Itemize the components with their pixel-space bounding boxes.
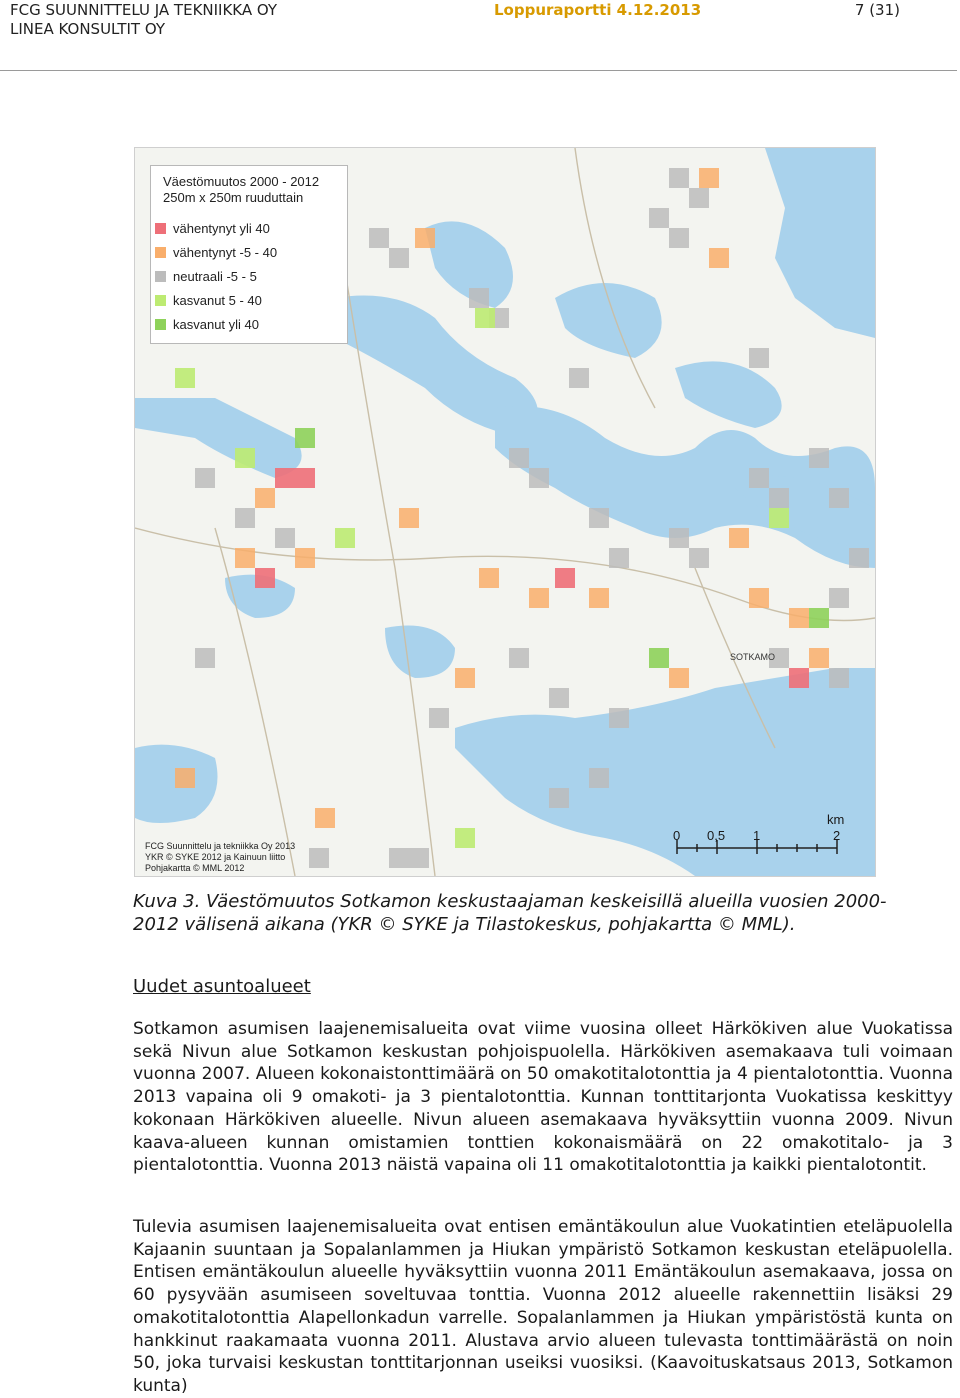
legend-swatch — [155, 295, 166, 306]
scale-label: 0,5 — [707, 828, 726, 843]
legend-item — [173, 317, 259, 333]
legend-label: kasvanut 5 - 40 — [173, 293, 262, 308]
figure-caption: Kuva 3. Väestömuutos Sotkamon keskustaajaman keskeisillä alueilla vuosien 2000-2012 välisenä aikana (YKR © SYKE ja Tilastokeskus, pohjakartta © MML). — [133, 891, 887, 935]
legend-swatch — [155, 271, 166, 282]
legend-title-line-2: 250m x 250m ruuduttain — [163, 190, 304, 205]
body-paragraph-1: Sotkamon asumisen laajenemisalueita ovat viime vuosina olleet Härkökiven alue Vuokatissa sekä Nivun alue Sotkamon keskustan pohjoispuolella. Härkökiven asemakaava tuli voimaan vuonna 2007. Alueen kokonaistonttimäärä on 50 omakotitalotonttia ja 4 pientalotonttia. Vuonna 2013 vapaina oli 9 omakoti- ja 3 pientalotonttia. Kunnan tonttitarjonta Vuokatissa keskittyy kokonaan Härkökiven alueelle. Nivun alueen asemakaava hyväksyttiin vuonna 2009. Nivun kaava-alueen kunnan omistamien tonttien kokonaismäärä on 22 omakotitalo- ja 3 pientalotonttia. Vuonna 2013 näistä vapaina oli 11 omakotitalotonttia ja kaikki pientalotontit. — [133, 1019, 953, 1176]
credit-line-2: YKR © SYKE 2012 ja Kainuun liitto — [145, 852, 286, 862]
legend-label: neutraali -5 - 5 — [173, 269, 257, 284]
body-paragraph-2: Tulevia asumisen laajenemisalueita ovat entisen emäntäkoulun alue Vuokatintien eteläpuolella Kajaanin suuntaan ja Sopalanlammen ja Hiukan ympäristö Sotkamon keskustan eteläpuolella. Entisen emäntäkoulun alueelle hyväksyttiin vuonna 2011 Emäntäkoulun asemakaava, jossa on 60 pysyvään asumiseen soveltuvaa tonttia. Vuonna 2012 alueelle rakennettiin lisäksi 29 omakotitalotonttia Alapellonkadun varrelle. Sopalanlammen ja Hiukan ympäristöstä kunta on hankkinut raakamaata vuonna 2011. Alustava arvio alueen tulevasta tonttimäärästä on noin 50, joka turvaisi keskustan tonttitarjonnan useiksi vuosiksi. (Kaavoituskatsaus 2013, Sotkamon kunta) — [133, 1217, 953, 1396]
legend-swatch — [155, 319, 166, 330]
legend-item — [173, 269, 257, 285]
legend-item — [173, 221, 270, 237]
legend-label: kasvanut yli 40 — [173, 317, 259, 332]
legend-item — [173, 245, 277, 261]
population-change-map — [134, 147, 876, 877]
map-credit — [145, 841, 295, 874]
place-label-sotkamo: SOTKAMO — [730, 652, 776, 662]
map-legend — [150, 165, 348, 344]
scale-label: 0 — [673, 828, 681, 843]
scale-label: 2 — [833, 828, 841, 843]
section-heading: Uudet asuntoalueet — [133, 976, 311, 997]
legend-label: vähentynyt -5 - 40 — [173, 245, 278, 260]
report-title: Loppuraportti 4.12.2013 — [494, 1, 702, 19]
page-header — [0, 0, 960, 72]
company-names — [10, 1, 277, 39]
scale-label: 1 — [753, 828, 761, 843]
company-name-1: FCG SUUNNITTELU JA TEKNIIKKA OY — [10, 1, 278, 19]
legend-swatch — [155, 223, 166, 234]
legend-title — [163, 174, 343, 206]
legend-title-line-1: Väestömuutos 2000 - 2012 — [163, 174, 320, 189]
scale-unit: km — [827, 812, 845, 827]
legend-item — [173, 293, 262, 309]
credit-line-3: Pohjakartta © MML 2012 — [145, 863, 245, 873]
header-divider — [0, 70, 957, 71]
page-number: 7 (31) — [854, 1, 900, 19]
company-name-2: LINEA KONSULTIT OY — [10, 20, 166, 38]
credit-line-1: FCG Suunnittelu ja tekniikka Oy 2013 — [145, 841, 296, 851]
legend-label: vähentynyt yli 40 — [173, 221, 270, 236]
legend-swatch — [155, 247, 166, 258]
